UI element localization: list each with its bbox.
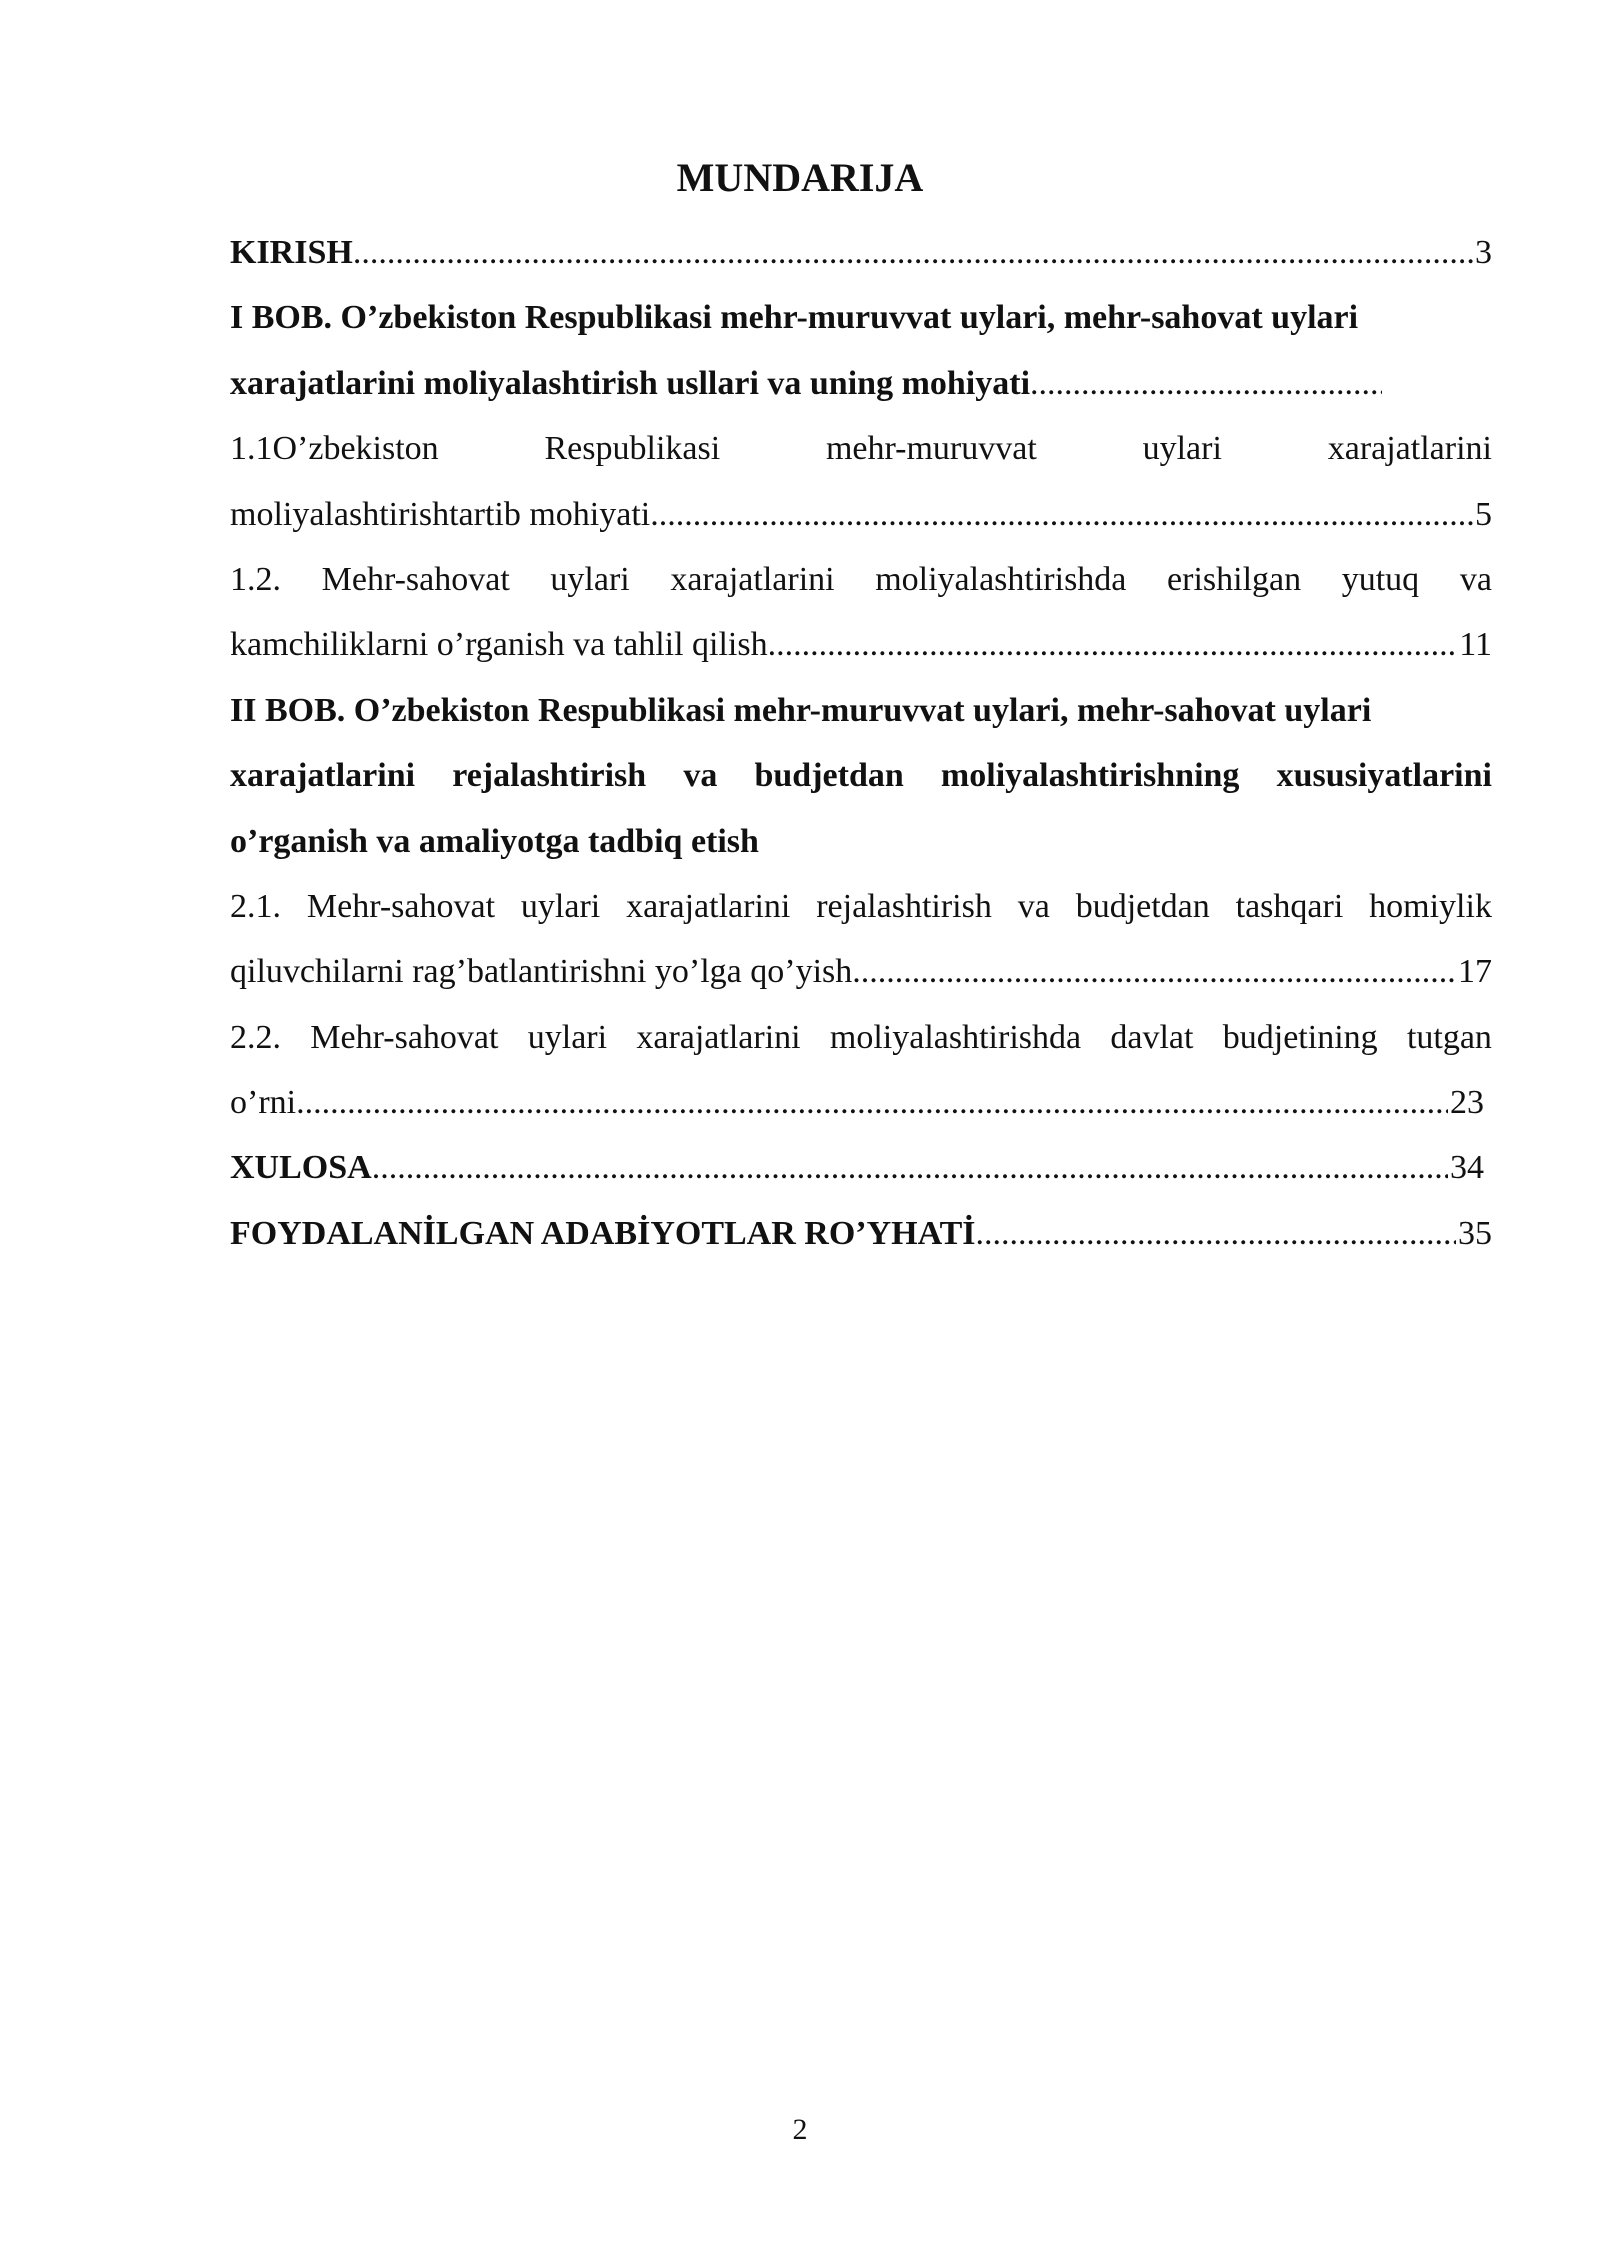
word: tashqari: [1235, 887, 1344, 925]
toc-entry-label: FOYDALANİLGAN ADABİYOTLAR RO’YHATİ: [230, 1214, 976, 1252]
toc-section-2-2-line-1[interactable]: [230, 1005, 1492, 1070]
toc-page-number: 11: [1459, 626, 1492, 664]
toc-entry-label: XULOSA: [230, 1149, 372, 1187]
toc-leader-dots: [976, 1201, 1456, 1266]
chapter-1-title-start: [230, 285, 1358, 350]
word: uylari: [550, 560, 630, 598]
toc-section-2-2-line-2[interactable]: [230, 1070, 1492, 1135]
toc-leader-dots: [650, 482, 1473, 547]
section-1-1-title-end: moliyalashtirishtartib mohiyati: [230, 495, 651, 533]
toc-leader-dots: [768, 612, 1458, 677]
chapter-1-title-end: xarajatlarini moliyalashtirish usllari va uning mohiyati: [230, 364, 1031, 402]
toc-chapter-2-line-1[interactable]: [230, 678, 1492, 743]
toc-chapter-2-line-2[interactable]: [230, 743, 1492, 808]
toc-leader-dots: [372, 1135, 1448, 1200]
section-2-1-title-end: qiluvchilarni rag’batlantirishni yo’lga qo’yish: [230, 953, 853, 991]
word: xarajatlarini: [636, 1018, 801, 1056]
toc-leader-dots: [296, 1070, 1448, 1135]
word: va: [1459, 560, 1492, 598]
word: davlat: [1110, 1018, 1194, 1056]
section-1-2-title-end: kamchiliklarni o’rganish va tahlil qilish: [230, 626, 768, 664]
toc-section-1-1-line-1[interactable]: [230, 416, 1492, 481]
toc-chapter-2-line-3[interactable]: [230, 809, 1492, 874]
toc-entry-kirish[interactable]: [230, 220, 1492, 285]
toc-leader-dots: [852, 939, 1456, 1004]
word: budjetining: [1222, 1018, 1378, 1056]
page-number: 2: [792, 2113, 808, 2146]
chapter-2-prefix: II BOB: [230, 691, 337, 729]
chapter-2-title-start: [230, 678, 1371, 743]
chapter-1-title-part: . O’zbekiston Respublikasi mehr-muruvvat uylari, mehr-sahovat uylari: [323, 299, 1359, 337]
toc-page-number: 5: [1475, 495, 1492, 533]
word: 2.1.: [230, 887, 281, 925]
word: rejalashtirish: [452, 757, 647, 795]
toc-page-number: 35: [1458, 1214, 1492, 1252]
word: Mehr-sahovat: [306, 887, 496, 925]
word: uylari: [527, 1018, 608, 1056]
word: 1.2.: [230, 560, 281, 598]
section-2-2-title-end: o’rni: [230, 1084, 297, 1122]
chapter-2-title-part: . O’zbekiston Respublikasi mehr-muruvvat uylari, mehr-sahovat uylari: [336, 691, 1372, 729]
toc-page-number: 34: [1450, 1149, 1484, 1187]
word: Mehr-sahovat: [321, 560, 510, 598]
toc-section-1-2-line-1[interactable]: [230, 547, 1492, 612]
word: rejalashtirish: [816, 887, 992, 925]
toc-section-2-1-line-1[interactable]: [230, 874, 1492, 939]
word: xarajatlarini: [670, 560, 835, 598]
word: budjetdan: [1075, 887, 1210, 925]
word: uylari: [1142, 430, 1222, 468]
word: xarajatlarini: [1327, 430, 1492, 468]
word: tutgan: [1406, 1018, 1492, 1056]
word: moliyalashtirishda: [829, 1018, 1082, 1056]
chapter-2-title-end: o’rganish va amaliyotga tadbiq etish: [230, 822, 759, 860]
toc-chapter-1-line-1[interactable]: [230, 285, 1492, 350]
word: moliyalashtirishning: [940, 757, 1240, 795]
word: homiylik: [1369, 887, 1492, 925]
word: moliyalashtirishda: [875, 560, 1127, 598]
toc-page-number: 23: [1450, 1084, 1484, 1122]
table-of-contents: [230, 220, 1492, 1266]
word: budjetdan: [754, 757, 904, 795]
word: xarajatlarini: [230, 757, 416, 795]
chapter-1-prefix: I BOB: [230, 299, 324, 337]
page-title: MUNDARIJA: [676, 155, 924, 200]
toc-entry-xulosa[interactable]: [230, 1135, 1492, 1200]
toc-chapter-1-line-2[interactable]: [230, 351, 1492, 416]
word: uylari: [520, 887, 601, 925]
toc-section-1-1-line-2[interactable]: [230, 482, 1492, 547]
word: 1.1O’zbekiston: [230, 430, 439, 468]
toc-page-number: 3: [1475, 234, 1492, 271]
toc-entry-label: KIRISH .....: [230, 220, 1473, 285]
toc-leader-dots: [1030, 351, 1382, 416]
word: va: [1017, 887, 1050, 925]
toc-section-2-1-line-2[interactable]: [230, 939, 1492, 1004]
toc-entry-references[interactable]: [230, 1201, 1492, 1266]
word: yutuq: [1341, 560, 1420, 598]
word: Mehr-sahovat: [310, 1018, 499, 1056]
word: xarajatlarini: [626, 887, 791, 925]
word: 2.2.: [230, 1018, 281, 1056]
word: xususiyatlarini: [1276, 757, 1492, 795]
word: erishilgan: [1167, 560, 1302, 598]
toc-section-1-2-line-2[interactable]: [230, 612, 1492, 677]
toc-page-number: 17: [1458, 953, 1492, 991]
word: va: [683, 757, 718, 795]
word: mehr-muruvvat: [825, 430, 1037, 468]
word: Respublikasi: [544, 430, 721, 468]
